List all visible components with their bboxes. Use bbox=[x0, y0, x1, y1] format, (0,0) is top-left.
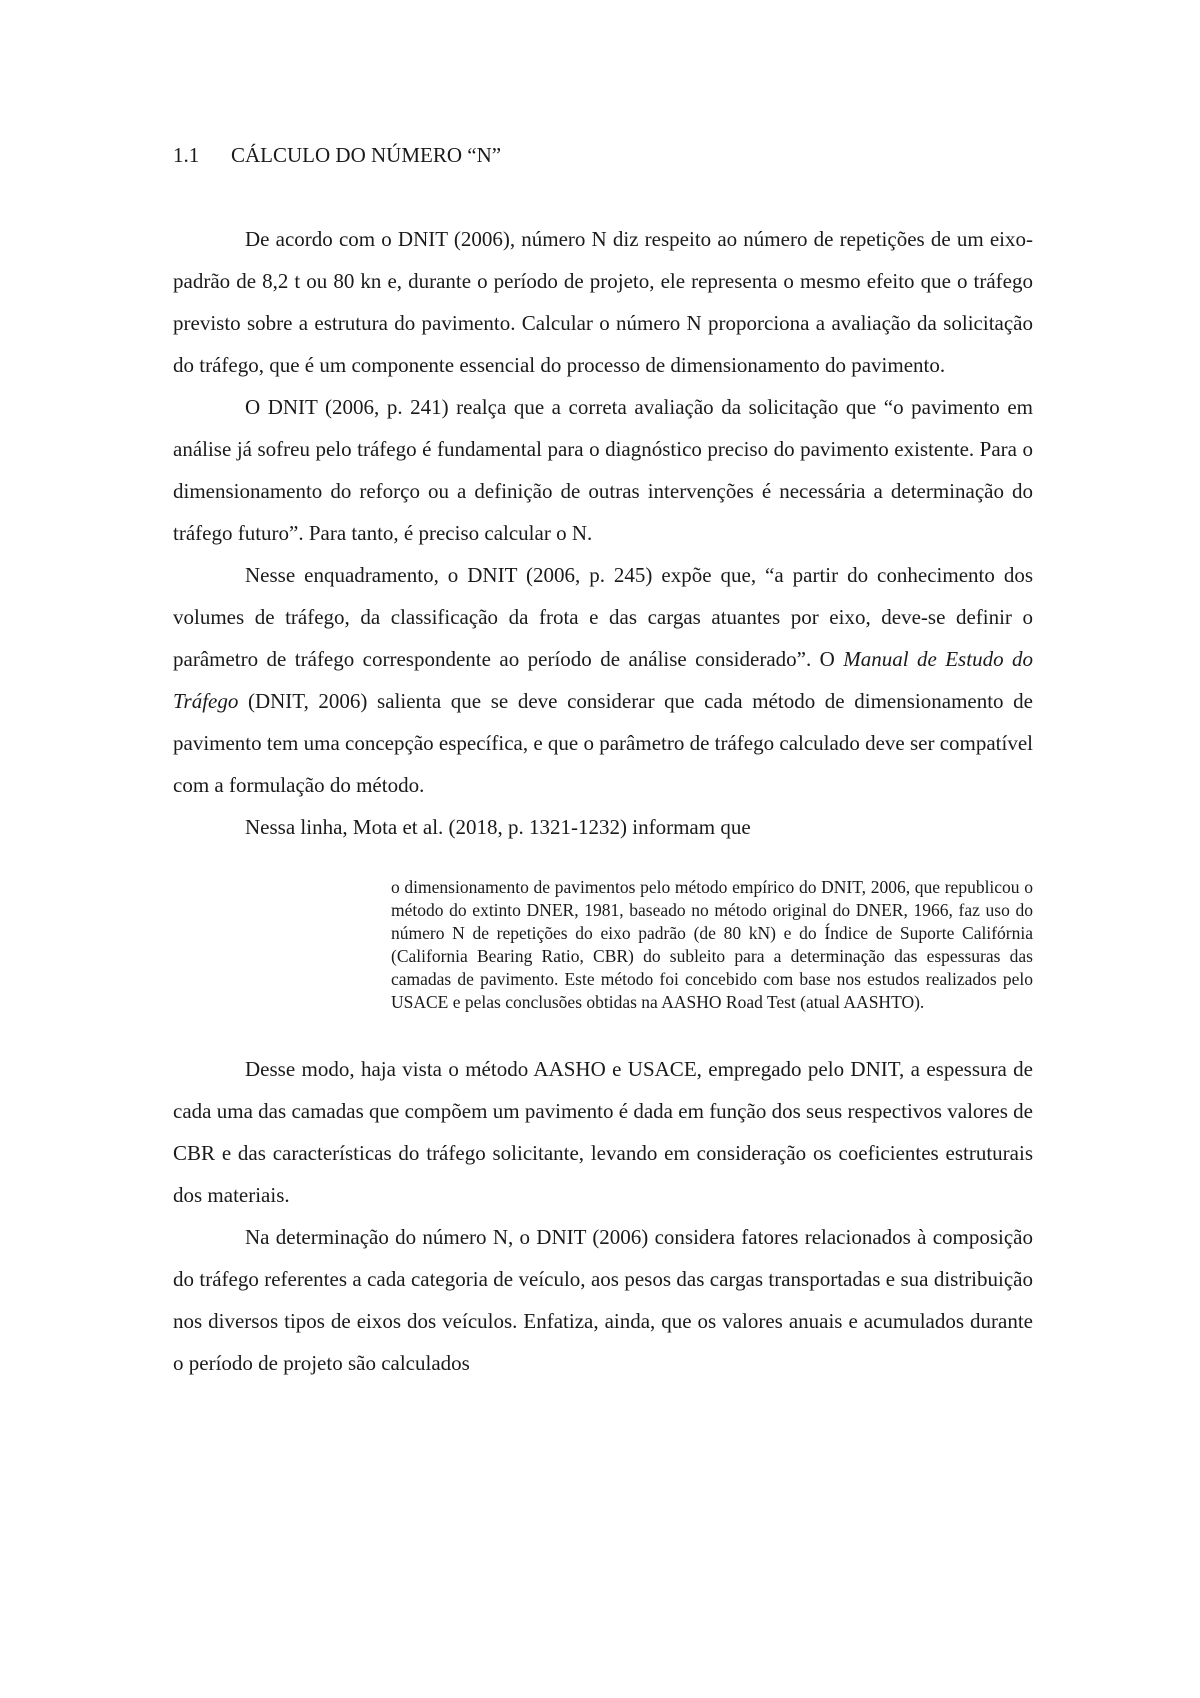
block-quote: o dimensionamento de pavimentos pelo método empírico do DNIT, 2006, que republicou o método do extinto DNER, 1981, baseado no método original do DNER, 1966, faz uso do número N de repetições do eixo padrão (de 80 kN) e do Índice de Suporte Califórnia (California Bearing Ratio, CBR) do subleito para a determinação das espessuras das camadas de pavimento. Este método foi concebido com base nos estudos realizados pelo USACE e pelas conclusões obtidas na AASHO Road Test (atual AASHTO). bbox=[391, 877, 1033, 1012]
paragraph-2: O DNIT (2006, p. 241) realça que a correta avaliação da solicitação que “o pavimento em análise já sofreu pelo tráfego é fundamental para o diagnóstico preciso do pavimento existente. Para o dimensionamento do reforço ou a definição de outras intervenções é necessária a determinação do tráfego futuro”. Para tanto, é preciso calcular o N. bbox=[173, 395, 1033, 545]
paragraph-6: Na determinação do número N, o DNIT (2006) considera fatores relacionados à composição do tráfego referentes a cada categoria de veículo, aos pesos das cargas transportadas e sua distribuição nos diversos tipos de eixos dos veículos. Enfatiza, ainda, que os valores anuais e acumulados durante o período de projeto são calculados bbox=[173, 1225, 1033, 1375]
paragraph-5: Desse modo, haja vista o método AASHO e USACE, empregado pelo DNIT, a espessura de cada uma das camadas que compõem um pavimento é dada em função dos seus respectivos valores de CBR e das características do tráfego solicitante, levando em consideração os coeficientes estruturais dos materiais. bbox=[173, 1057, 1033, 1207]
section-number: 1.1 bbox=[173, 143, 200, 167]
section-heading bbox=[173, 140, 1033, 170]
paragraph-1: De acordo com o DNIT (2006), número N diz respeito ao número de repetições de um eixo-padrão de 8,2 t ou 80 kn e, durante o período de projeto, ele representa o mesmo efeito que o tráfego previsto sobre a estrutura do pavimento. Calcular o número N proporciona a avaliação da solicitação do tráfego, que é um componente essencial do processo de dimensionamento do pavimento. bbox=[173, 227, 1033, 377]
section-title: CÁLCULO DO NÚMERO “N” bbox=[231, 143, 502, 167]
paragraph-4: Nessa linha, Mota et al. (2018, p. 1321-1232) informam que bbox=[245, 815, 751, 839]
paragraph-3-part-a: Nesse enquadramento, o DNIT (2006, p. 245) expõe que, “a partir do conhecimento dos volumes de tráfego, da classificação da frota e das cargas atuantes por eixo, deve-se definir o parâmetro de tráfego correspondente ao período de análise considerado”. O bbox=[173, 563, 1033, 671]
manual-title-italic: Manual de Estudo do Tráfego bbox=[173, 647, 1033, 713]
paragraph-3-part-b: (DNIT, 2006) salienta que se deve considerar que cada método de dimensionamento de pavimento tem uma concepção específica, e que o parâmetro de tráfego calculado deve ser compatível com a formulação do método. bbox=[173, 689, 1034, 797]
paragraph-3 bbox=[173, 554, 1033, 806]
document-page bbox=[173, 140, 1033, 1384]
